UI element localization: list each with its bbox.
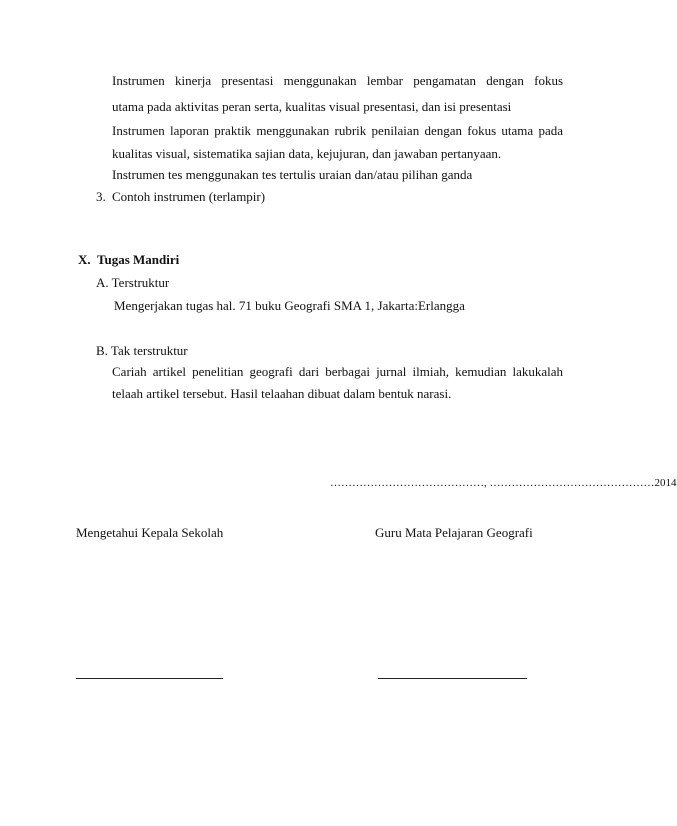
left-signatory-title: Mengetahui Kepala Sekolah <box>76 525 224 540</box>
subsection-b-line-1: Cariah artikel penelitian geografi dari berbagai jurnal ilmiah, kemudian lakukalah <box>112 364 563 379</box>
left-signature-line <box>76 678 223 679</box>
instrument-line-5: Instrumen tes menggunakan tes tertulis uraian dan/atau pilihan ganda <box>112 167 473 182</box>
instrument-line-4: kualitas visual, sistematika sajian data, kejujuran, dan jawaban pertanyaan. <box>112 146 502 161</box>
right-signatory-title: Guru Mata Pelajaran Geografi <box>375 525 533 540</box>
item-3-number: 3. <box>96 189 106 204</box>
right-signature-line <box>378 678 527 679</box>
subsection-b-line-2: telaah artikel tersebut. Hasil telaahan dibuat dalam bentuk narasi. <box>112 386 452 401</box>
section-x-number: X. <box>78 252 91 267</box>
place-date-line: ……………………………………, ………………………………………2014 <box>330 477 677 489</box>
subsection-a-heading: A. Terstruktur <box>96 275 170 290</box>
instrument-line-1: Instrumen kinerja presentasi menggunakan lembar pengamatan dengan fokus <box>112 73 563 88</box>
instrument-line-2: utama pada aktivitas peran serta, kualitas visual presentasi, dan isi presentasi <box>112 99 512 114</box>
item-3-text: Contoh instrumen (terlampir) <box>112 189 266 204</box>
subsection-b-heading: B. Tak terstruktur <box>96 343 188 358</box>
subsection-a-text: Mengerjakan tugas hal. 71 buku Geografi SMA 1, Jakarta:Erlangga <box>114 298 465 313</box>
instrument-line-3: Instrumen laporan praktik menggunakan rubrik penilaian dengan fokus utama pada <box>112 123 563 138</box>
section-x-title: Tugas Mandiri <box>97 252 180 267</box>
